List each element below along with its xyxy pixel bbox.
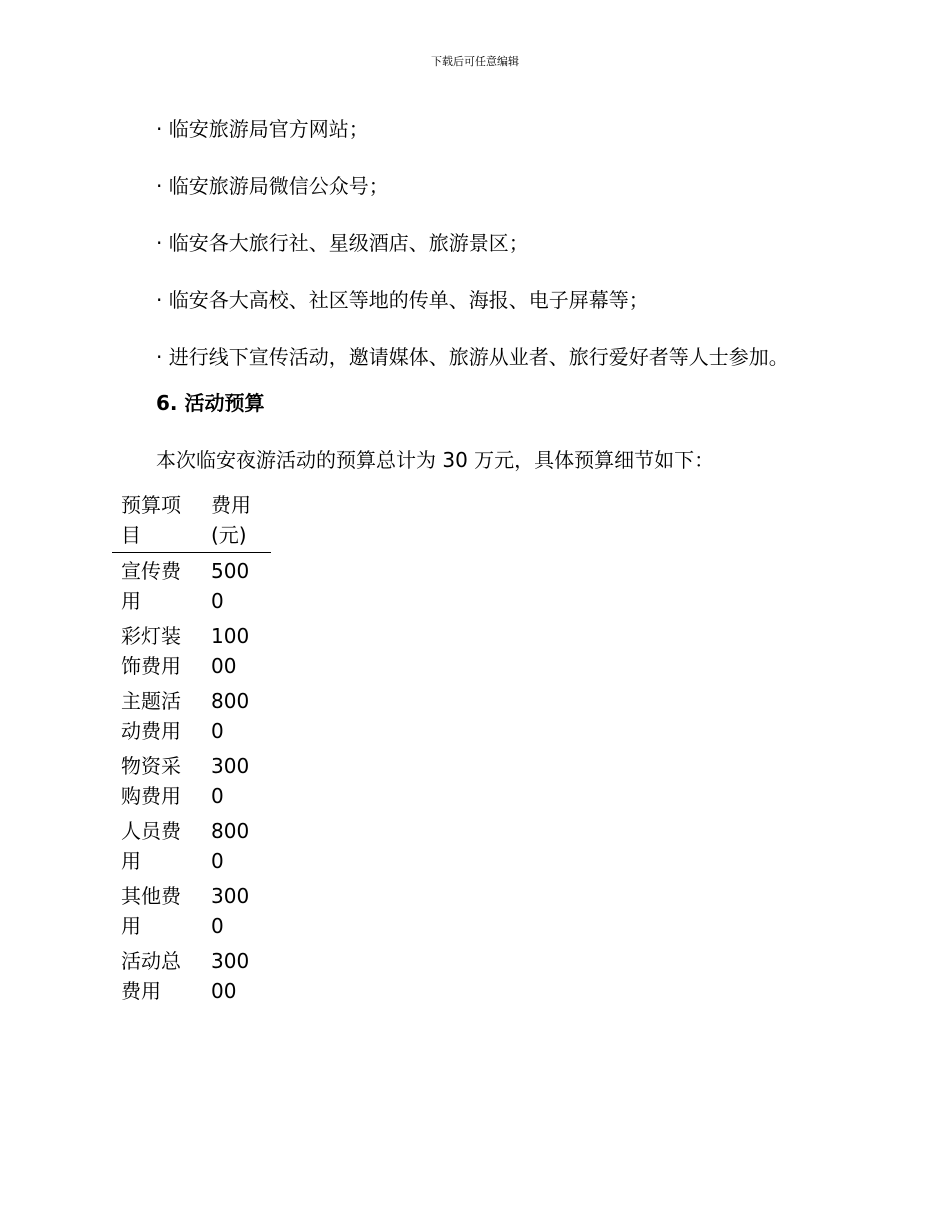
table-row [112,618,271,683]
budget-cost-cell: 5000 [211,559,250,613]
budget-cost-cell: 10000 [211,624,250,678]
document-body [112,112,812,1008]
table-header-row [112,490,271,553]
budget-item-cell: 其他费用 [121,884,181,938]
budget-cost-cell: 3000 [211,754,250,808]
budget-item-cell: 主题活动费用 [121,689,181,743]
budget-cost-cell: 30000 [211,949,250,1003]
page-header: 下载后可任意编辑 [431,55,519,68]
channel-item: · 临安各大旅行社、星级酒店、旅游景区； [156,231,529,255]
table-row [112,748,271,813]
budget-cost-cell: 8000 [211,819,250,873]
budget-item-cell: 宣传费用 [121,559,181,613]
channel-item: · 临安旅游局官方网站； [156,117,369,141]
table-row [112,813,271,878]
budget-cost-cell: 3000 [211,884,250,938]
budget-item-cell: 活动总费用 [121,949,181,1003]
section-heading: 6. 活动预算 [156,391,265,415]
budget-cost-cell: 8000 [211,689,250,743]
budget-item-cell: 物资采购费用 [121,754,181,808]
budget-item-cell: 人员费用 [121,819,181,873]
table-row [112,943,271,1008]
channel-item: · 临安旅游局微信公众号； [156,174,389,198]
table-row [112,553,271,619]
column-header-cost: 费用 (元) [211,493,251,547]
table-row [112,683,271,748]
budget-table [112,490,271,1008]
channel-item: · 临安各大高校、社区等地的传单、海报、电子屏幕等； [156,288,649,312]
budget-intro: 本次临安夜游活动的预算总计为 30 万元，具体预算细节如下： [156,448,715,472]
budget-item-cell: 彩灯装饰费用 [121,624,181,678]
column-header-item: 预算项目 [121,493,181,547]
offline-activity-paragraph: · 进行线下宣传活动，邀请媒体、旅游从业者、旅行爱好者等人士参加。 [156,345,789,369]
table-row [112,878,271,943]
